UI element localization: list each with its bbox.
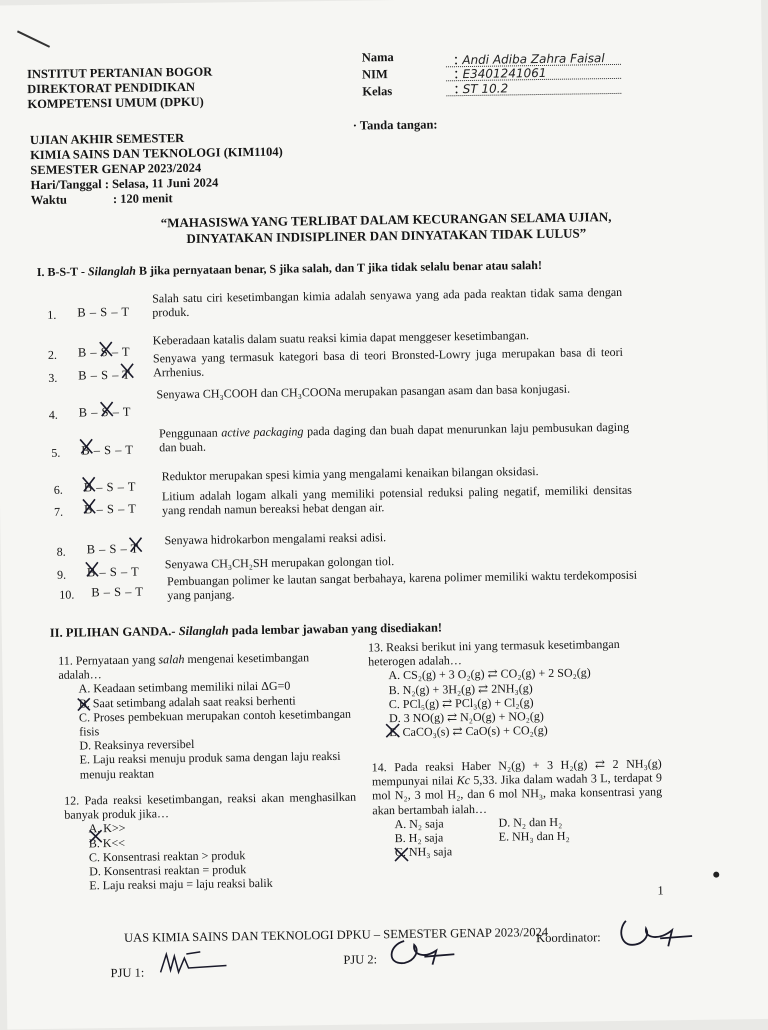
option-b[interactable]: B. K<< — [88, 835, 126, 850]
institution-line: INSTITUT PERTANIAN BOGOR — [26, 64, 213, 82]
option-c[interactable]: C. PCl₅(g) ⇄ PCl₃(g) + Cl₂(g) — [388, 694, 534, 711]
institution-block — [27, 65, 213, 113]
nim-label: NIM — [361, 67, 388, 82]
item-number: 2. — [47, 347, 58, 362]
pen-stroke-mark — [15, 27, 55, 53]
question-stem — [58, 650, 350, 682]
stem-italic: salah — [158, 652, 185, 667]
signature-label: · Tanda tangan: — [352, 117, 438, 133]
item-number: 6. — [53, 482, 63, 497]
nama-value: Andi Adiba Zahra Faisal — [462, 51, 605, 68]
bst-choices[interactable]: B – S – T — [83, 479, 137, 495]
exam-title-block — [30, 130, 284, 209]
section2-rest: pada lembar jawaban yang disediakan! — [228, 620, 443, 638]
option-e[interactable]: E. Laju reaksi menuju produk sama dengan laju reaksi menuju reaktan — [79, 749, 341, 782]
question-14 — [372, 756, 663, 859]
answer-cross-mark — [81, 475, 97, 493]
nim-value: E3401241061 — [462, 65, 547, 82]
option-b[interactable]: B. N₂(g) + 3H₂(g) ⇄ 2NH₃(g) — [388, 680, 533, 697]
koordinator-label: Koordinator: — [536, 930, 601, 946]
option-c[interactable]: C. NH₃ saja — [394, 844, 453, 860]
institution-line: KOMPETENSI UMUM (DPKU) — [27, 94, 204, 112]
exam-title-line: KIMIA SAINS DAN TEKNOLOGI (KIM1104) — [30, 144, 283, 163]
statement-part: Penggunaan — [158, 425, 222, 441]
pju2-label: PJU 2: — [343, 952, 378, 967]
section2-prefix: II. PILIHAN GANDA.- — [49, 624, 179, 640]
section1-title — [37, 258, 542, 280]
pju1-signature — [156, 947, 231, 978]
option-d[interactable]: D. N₂ dan H₂ — [498, 814, 563, 830]
item-number: 5. — [51, 445, 61, 460]
answer-cross-mark — [385, 723, 400, 738]
option-d[interactable]: D. Reaksinya reversibel — [79, 737, 195, 753]
option-b[interactable]: B. Saat setimbang adalah saat reaksi berhenti — [78, 693, 296, 711]
integrity-notice — [76, 208, 696, 249]
time-label: Waktu — [30, 192, 68, 208]
option-a[interactable]: A. Keadaan setimbang memiliki nilai ΔG=0 — [78, 678, 291, 696]
question-12 — [64, 790, 357, 893]
bst-choices[interactable]: B – S – T — [86, 564, 140, 580]
item-number: 3. — [48, 370, 58, 385]
question-stem: 12. Pada reaksi kesetimbangan, reaksi akan menghasilkan banyak produk jika… — [64, 789, 357, 822]
time-value: : 120 menit — [112, 191, 173, 206]
nama-label: Nama — [361, 50, 394, 65]
answer-cross-mark — [394, 847, 409, 862]
page-number: 1 — [657, 883, 664, 898]
answer-cross-mark — [127, 536, 143, 554]
answer-cross-mark — [78, 437, 94, 455]
bst-choices[interactable]: B – S – T — [84, 501, 137, 517]
section1-prefix: I. B-S-T - — [36, 264, 88, 280]
notice-line: “MAHASISWA YANG TERLIBAT DALAM KECURANGAN SELAMA UJIAN, — [160, 209, 612, 231]
ink-dot — [713, 872, 719, 878]
kelas-label: Kelas — [362, 84, 393, 99]
question-stem: 13. Reaksi berikut ini yang termasuk kesetimbangan heterogen adalah… — [367, 636, 620, 669]
item-number: 10. — [59, 587, 75, 602]
section1-italic: Silanglah — [87, 263, 137, 279]
answer-cross-mark — [99, 400, 115, 418]
option-e[interactable]: E. Laju reaksi maju = laju reaksi balik — [89, 876, 273, 893]
item-number: 7. — [54, 504, 64, 519]
bst-statement: Senyawa CH₃COOH dan CH₃COONa merupakan pasangan asam dan basa konjugasi. — [156, 381, 571, 402]
nama-field[interactable]: : Andi Adiba Zahra Faisal — [446, 49, 621, 67]
kelas-field[interactable]: : ST 10.2 — [446, 78, 621, 96]
bst-statement: Litium adalah logam alkali yang memiliki potensial reduksi paling negatif, memiliki densitas yang rendah namun bereaksi hebat dengan air. — [161, 482, 632, 518]
option-d[interactable]: D. Konsentrasi reaktan = produk — [89, 862, 247, 879]
bst-statement: Senyawa yang termasuk kategori basa di teori Bronsted-Lowry juga merupakan basa di teori Arrhenius. — [152, 344, 624, 380]
statement-italic: active packaging — [221, 424, 304, 440]
option-a[interactable]: A. K>> — [88, 821, 126, 836]
option-d[interactable]: D. 3 NO(g) ⇄ N₂O(g) + NO₂(g) — [388, 709, 544, 726]
answer-cross-mark — [81, 497, 97, 515]
bst-choices[interactable]: B – S – T — [77, 344, 131, 360]
section2-title — [50, 620, 442, 640]
option-e[interactable]: E. NH₃ dan H₂ — [498, 828, 570, 844]
answer-cross-mark — [89, 829, 103, 843]
answer-cross-mark — [84, 560, 100, 578]
answer-cross-mark — [119, 362, 135, 380]
signature-label-text: Tanda tangan: — [359, 117, 438, 133]
kelas-value: ST 10.2 — [462, 81, 509, 97]
question-stem — [372, 756, 663, 817]
bst-choices[interactable]: B – S – T — [81, 442, 134, 458]
item-number: 8. — [56, 544, 66, 559]
option-a[interactable]: A. CS₂(g) + 3 O₂(g) ⇄ CO₂(g) + 2 SO₂(g) — [388, 665, 591, 683]
bst-statement: Salah satu ciri kesetimbangan kimia adalah senyawa yang ada pada reaktan tidak sama dengan produk. — [152, 284, 623, 320]
stem-part: 14. Pada reaksi Haber N₂(g) + 3 H₂(g) ⇄ 2 NH₃(g) mempunyai nilai — [371, 756, 662, 789]
option-a[interactable]: A. N₂ saja — [394, 816, 444, 831]
item-number: 9. — [56, 567, 67, 582]
answer-cross-mark — [98, 340, 114, 358]
stem-part: 5,33. Jika dalam wadah 3 L, terdapat 9 mol N₂, 3 mol H₂, dan 6 mol NH₃, maka konsentrasi yang akan bertambah ialah… — [372, 770, 663, 818]
bst-choices[interactable]: B – S – T — [77, 304, 130, 320]
exam-title-line: SEMESTER GENAP 2023/2024 — [30, 160, 202, 178]
bst-choices[interactable]: B – S – T — [86, 541, 139, 557]
institution-line: DIREKTORAT PENDIDIKAN — [27, 79, 196, 97]
bst-choices[interactable]: B – S – T — [78, 404, 132, 420]
stem-italic: Kc — [456, 773, 471, 788]
option-c[interactable]: C. Konsentrasi reaktan > produk — [88, 848, 246, 865]
section2-italic: Silanglah — [178, 623, 229, 639]
answer-cross-mark — [77, 697, 91, 711]
question-11 — [58, 650, 352, 782]
question-13 — [368, 636, 665, 740]
bst-statement: Senyawa hidrokarbon mengalami reaksi adisi. — [164, 530, 387, 548]
section1-rest: B jika pernyataan benar, S jika salah, dan T jika tidak selalu benar atau salah! — [135, 257, 542, 278]
pju2-signature — [384, 934, 456, 971]
option-c[interactable]: C. Proses pembekuan merupakan contoh kesetimbangan fisis — [78, 706, 352, 739]
option-b[interactable]: B. H₂ saja — [394, 830, 444, 846]
bst-statement: Pembuangan polimer ke lautan sangat berbahaya, karena polimer memiliki waktu terdekomposisi yang panjang. — [167, 567, 638, 603]
statement-part: pada daging dan buah dapat menurunkan laju pembusukan daging dan buah. — [159, 419, 630, 455]
item-number: 1. — [47, 307, 57, 322]
course-footer: UAS KIMIA SAINS DAN TEKNOLOGI DPKU – SEMESTER GENAP 2023/2024 — [123, 924, 549, 945]
exam-time — [31, 190, 284, 209]
bst-choices[interactable]: B – S – T — [78, 367, 131, 383]
koordinator-signature — [616, 914, 697, 955]
pju1-label: PJU 1: — [110, 965, 145, 981]
item-number: 4. — [48, 407, 58, 422]
stem-part: 11. Pernyataan yang — [58, 652, 159, 668]
option-e[interactable]: E. CaCO₃(s) ⇄ CaO(s) + CO₂(g) — [389, 723, 548, 740]
bst-statement: Reduktor merupakan spesi kimia yang mengalami kenaikan bilangan oksidasi. — [161, 464, 539, 484]
exam-date: Hari/Tanggal : Selasa, 11 Juni 2024 — [30, 175, 219, 193]
bst-statement: Senyawa CH₃CH₂SH merupakan golongan tiol. — [164, 554, 395, 572]
nim-field[interactable]: : E3401241061 — [446, 63, 621, 81]
exam-title-line: UJIAN AKHIR SEMESTER — [29, 130, 185, 148]
bst-choices[interactable]: B – S – T — [91, 584, 144, 600]
bst-statement: Keberadaan katalis dalam suatu reaksi kimia dapat menggeser kesetimbangan. — [152, 328, 530, 348]
notice-line: DINYATAKAN INDISIPLINER DAN DINYATAKAN TIDAK LULUS” — [186, 225, 587, 246]
bst-statement — [159, 420, 629, 455]
stem-part: mengenai kesetimbangan adalah… — [58, 650, 310, 682]
